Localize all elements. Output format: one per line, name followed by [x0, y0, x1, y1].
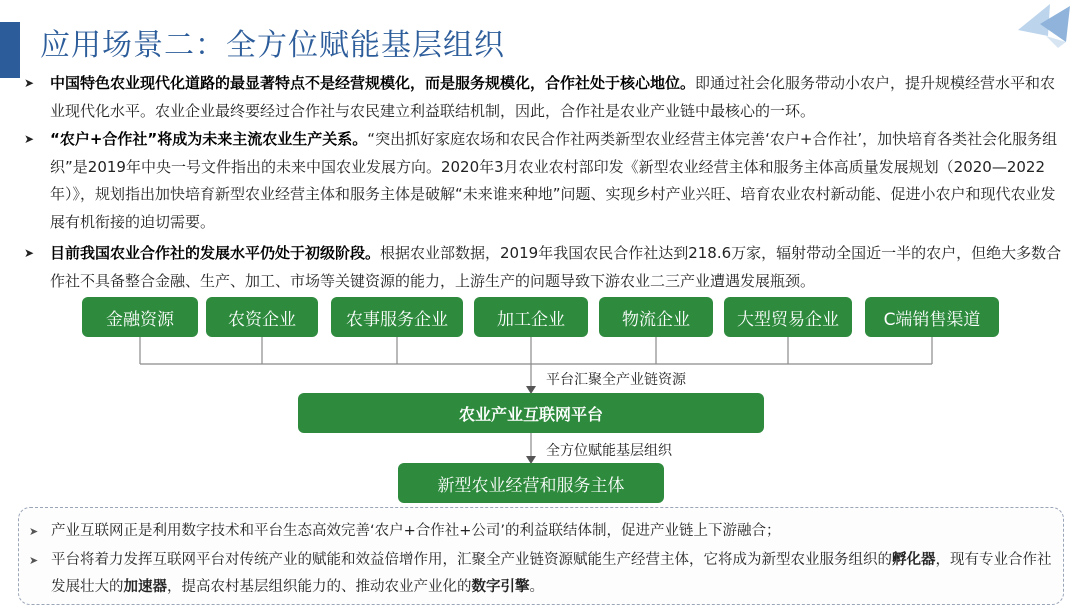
arrow-label-aggregate: 平台汇聚全产业链资源	[546, 372, 686, 388]
resource-box-trading: 大型贸易企业	[724, 297, 852, 337]
bullet-arrow-icon: ➤	[29, 554, 39, 567]
title-accent-bar	[0, 22, 20, 78]
summary-text-2c: ，现有专业合作社发展壮大的	[51, 552, 1052, 595]
paragraph-bold-lead: 目前我国农业合作社的发展水平仍处于初级阶段。	[50, 244, 381, 262]
paragraph-farmer-cooperative	[24, 126, 1064, 236]
summary-line-2	[29, 547, 1053, 601]
paragraph-body: 根据农业部数据，2019年我国农民合作社达到218.6万家，辐射带动全国近一半的农户，但绝大多数合作社不具备整合金融、生产、加工、市场等关键资源的能力，上游生产的问题导致下游农业二三产业遭遇发展瓶颈。	[50, 244, 1062, 290]
resource-box-logistics: 物流企业	[599, 297, 713, 337]
keyword-digital-engine: 数字引擎	[471, 579, 530, 595]
paragraph-bold-lead: 中国特色农业现代化道路的最显著特点不是经营规模化，而是服务规模化，合作社处于核心地位。	[50, 74, 696, 92]
resource-box-finance: 金融资源	[82, 297, 198, 337]
resource-box-processing: 加工企业	[474, 297, 588, 337]
summary-text-2a: 平台将着力发挥互联网平台对传统产业的赋能和效益倍增作用，汇聚全产业链资源赋能生产经营主体，它将成为新型农业服务组织的	[51, 552, 892, 568]
bullet-arrow-icon: ➤	[24, 132, 35, 146]
bullet-arrow-icon: ➤	[29, 525, 39, 538]
paragraph-body: “突出抓好家庭农场和农民合作社两类新型农业经营主体完善‘农户+合作社’，加快培育各类社会化服务组织”是2019年中央一号文件指出的未来中国农业发展方向。2020年3月农业农村部印发《新型农业经营主体和服务主体高质量发展规划（2020—2022年）》，规划指出加快培育新型农业经营主体和服务主体是破解“未来谁来种地”问题、实现乡村产业兴旺、培育农业农村新动能、促进小农户和现代农业发展有机衔接的迫切需要。	[50, 130, 1058, 231]
resource-box-sales-channel: C端销售渠道	[865, 297, 999, 337]
paragraph-body: 即通过社会化服务带动小农户，提升规模经营水平和农业现代化水平。农业企业最终要经过合作社与农民建立利益联结机制，因此，合作社是农业产业链中最核心的一环。	[50, 74, 1056, 120]
platform-box: 农业产业互联网平台	[298, 393, 764, 433]
paragraph-service-scale	[24, 70, 1064, 125]
paragraph-development-stage	[24, 240, 1064, 295]
summary-text-2e: ，提高农村基层组织能力的、推动农业产业化的	[167, 579, 472, 595]
summary-text-2g: 。	[529, 579, 544, 595]
slide-title: 应用场景二：全方位赋能基层组织	[40, 28, 505, 63]
paragraph-bold-lead: “农户+合作社”将成为未来主流农业生产关系。	[50, 130, 368, 148]
triangle-decoration-icon	[1010, 0, 1072, 48]
resource-box-farm-services: 农事服务企业	[331, 297, 463, 337]
keyword-incubator: 孵化器	[892, 552, 936, 568]
bullet-arrow-icon: ➤	[24, 76, 35, 90]
arrow-label-empower: 全方位赋能基层组织	[546, 443, 672, 459]
bullet-arrow-icon: ➤	[24, 246, 35, 260]
subject-box: 新型农业经营和服务主体	[398, 463, 664, 503]
keyword-accelerator: 加速器	[123, 579, 167, 595]
summary-text-1: 产业互联网正是利用数字技术和平台生态高效完善‘农户+合作社+公司’的利益联结体制，促进产业链上下游融合；	[51, 523, 781, 539]
summary-line-1	[29, 518, 1053, 545]
resource-box-agri-supplies: 农资企业	[206, 297, 318, 337]
summary-panel	[18, 507, 1064, 605]
